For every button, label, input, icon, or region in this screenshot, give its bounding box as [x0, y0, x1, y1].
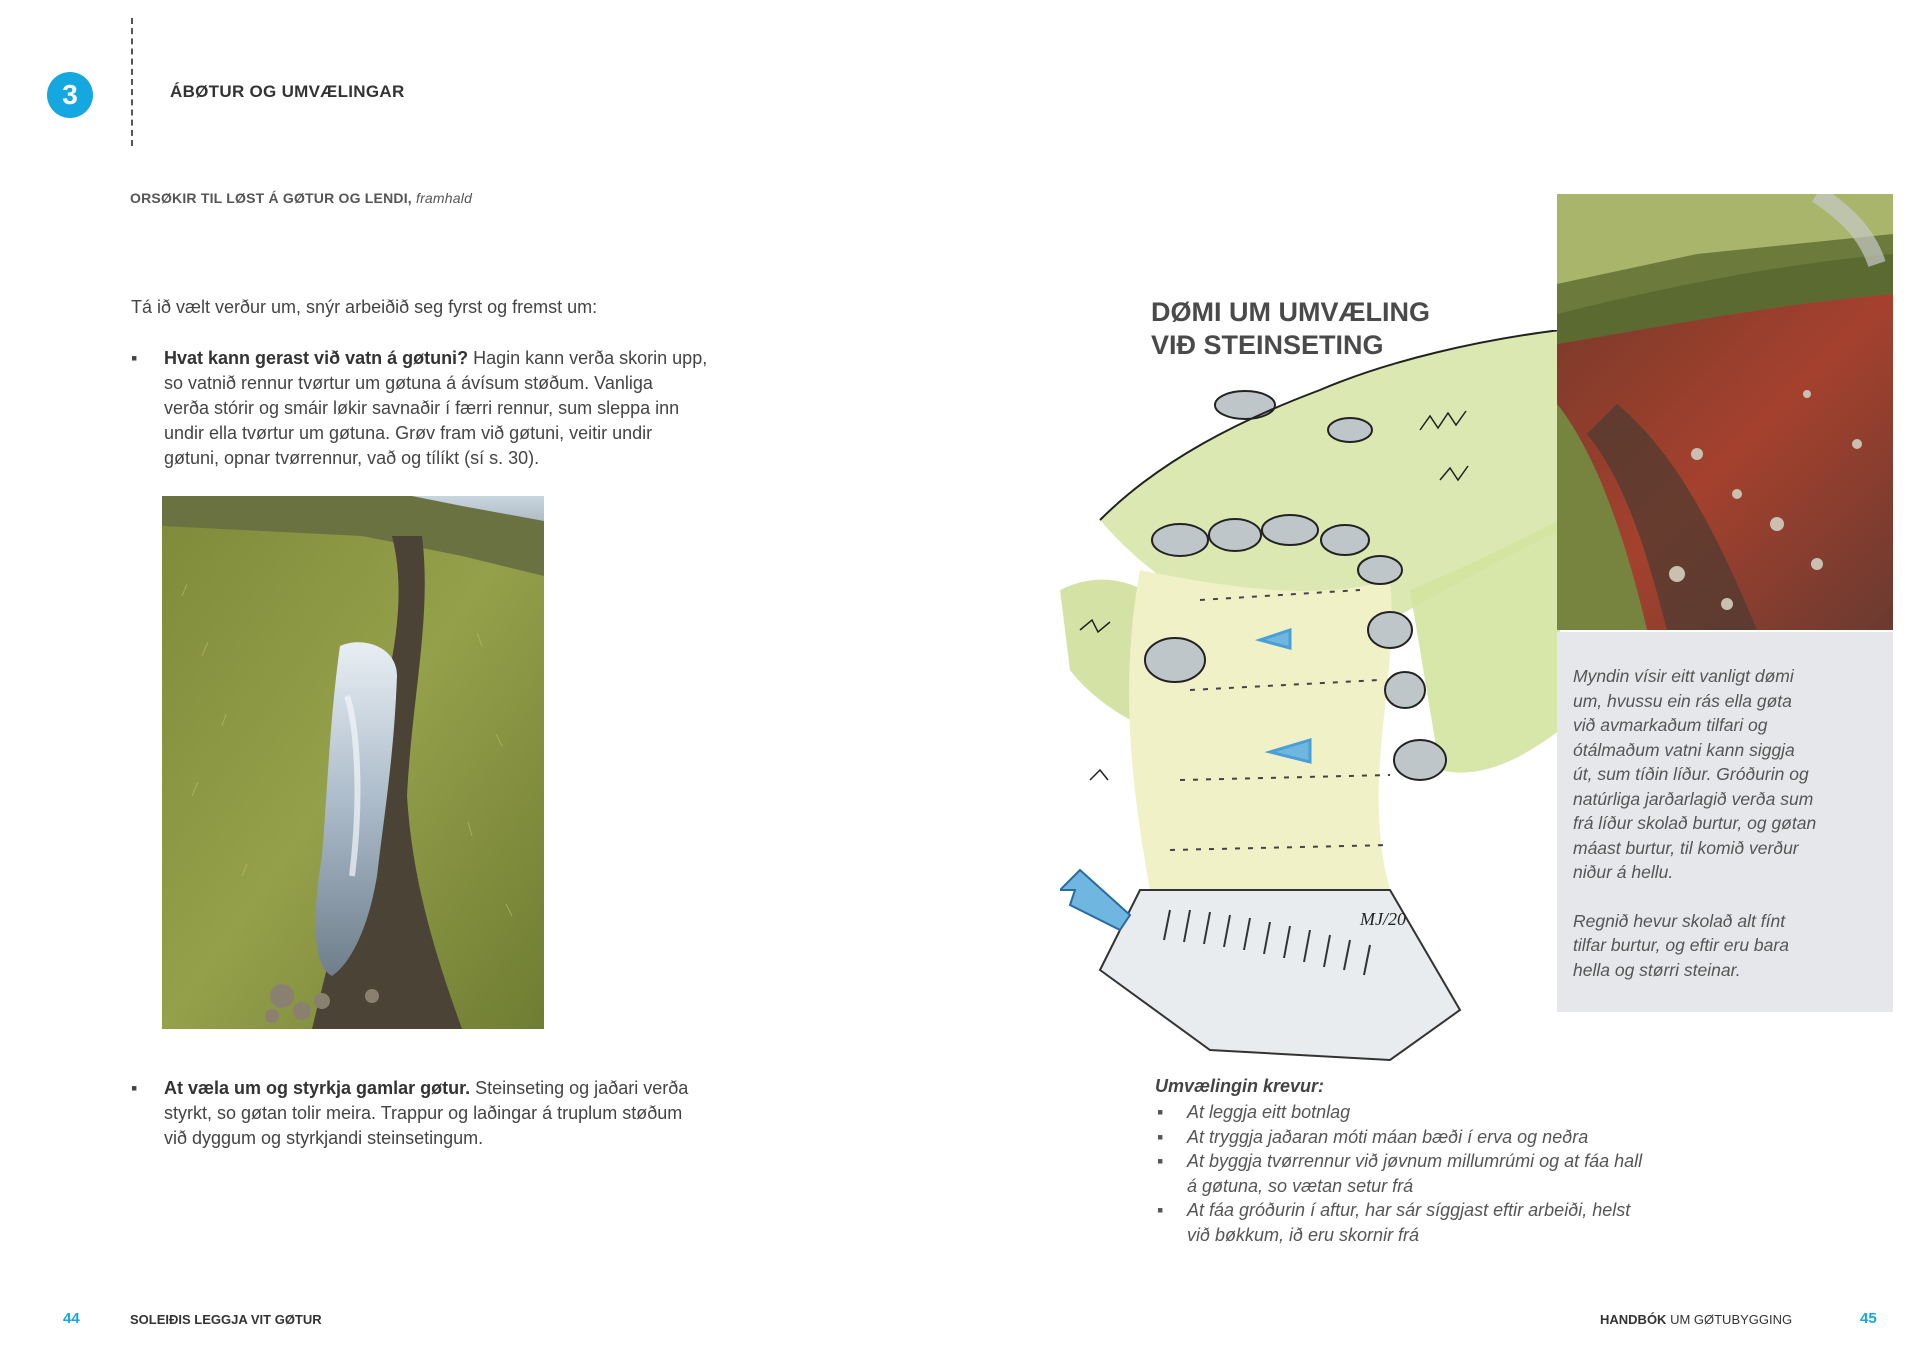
bullet-water-line: so vatnið rennur tvørtur um gøtuna á ávísum støðum. Vanliga	[164, 373, 653, 393]
requirement-line: At byggja tvørrennur við jøvnum millumrúmi og at fáa hall	[1187, 1151, 1643, 1171]
caption-line: við avmarkaðum tilfari og	[1573, 715, 1768, 735]
section-heading	[130, 190, 472, 206]
requirement-item	[1155, 1198, 1755, 1247]
example-title-line: DØMI UM UMVÆLING	[1151, 297, 1430, 327]
chapter-title: ÁBØTUR OG UMVÆLINGAR	[170, 82, 405, 101]
footer-book-title-rest: UM GØTUBYGGING	[1666, 1312, 1793, 1327]
sketch-signature: MJ/20	[1360, 909, 1406, 929]
bullet-water-line: undir ella tvørtur um gøtuna. Grøv fram við gøtuni, veitir undir	[164, 423, 653, 443]
bullet-repair-line: við dyggum og styrkjandi steinsetingum.	[164, 1128, 484, 1148]
muddy-path-photo	[162, 496, 544, 1029]
requirement-item	[1155, 1149, 1755, 1198]
page-number-left: 44	[63, 1310, 80, 1327]
requirement-line: við bøkkum, ið eru skornir frá	[1187, 1224, 1420, 1245]
example-title-line: VIÐ STEINSETING	[1151, 330, 1384, 360]
stone-path-sketch	[1060, 330, 1568, 1075]
requirement-line: At fáa gróðurin í aftur, har sár síggjast eftir arbeiði, helst	[1187, 1200, 1631, 1220]
requirements-title: Umvælingin krevur:	[1155, 1076, 1325, 1096]
header-divider	[131, 18, 133, 146]
footer-book-title-right	[1600, 1312, 1792, 1327]
bullet-water-line: verða stórir og smáir løkir savnaðir í færri rennur, sum sleppa inn	[164, 398, 680, 418]
section-heading-text: ORSØKIR TIL LØST Á GØTUR OG LENDI,	[130, 190, 412, 206]
requirements-list	[1155, 1100, 1755, 1247]
caption-line: Regnið hevur skolað alt fínt	[1573, 910, 1786, 931]
bullet-repair	[131, 1076, 791, 1151]
bullet-repair-line: Steinseting og jaðari verða	[470, 1078, 689, 1098]
requirement-line: At leggja eitt botnlag	[1187, 1102, 1351, 1122]
section-heading-suffix: framhald	[415, 190, 473, 206]
bullet-water-text	[164, 346, 791, 471]
caption-paragraph	[1573, 664, 1878, 885]
caption-line: tilfar burtur, og eftir eru bara	[1573, 935, 1789, 955]
bullet-marker: ▪	[131, 348, 138, 368]
bullet-water-lead: Hvat kann gerast við vatn á gøtuni?	[164, 348, 469, 368]
requirement-line: á gøtuna, so vætan setur frá	[1187, 1175, 1414, 1196]
requirement-line: At tryggja jaðaran móti máan bæði í erva og neðra	[1187, 1126, 1589, 1147]
bullet-marker: ▪	[1157, 1126, 1164, 1147]
bullet-marker: ▪	[1157, 1200, 1164, 1220]
caption-line: frá líður skolað burtur, og gøtan	[1573, 813, 1817, 833]
caption-box	[1557, 632, 1893, 1012]
caption-text	[1573, 664, 1878, 1006]
requirement-item	[1155, 1125, 1755, 1150]
bullet-repair-lead: At væla um og styrkja gamlar gøtur.	[164, 1078, 471, 1098]
bullet-repair-line: styrkt, so gøtan tolir meira. Trappur og laðingar á truplum støðum	[164, 1103, 683, 1123]
footer-book-title-bold: HANDBÓK	[1600, 1312, 1667, 1327]
chapter-number-badge: 3	[47, 72, 93, 118]
bullet-marker: ▪	[1157, 1102, 1164, 1122]
requirement-item	[1155, 1100, 1755, 1125]
caption-line: máast burtur, til komið verður	[1573, 837, 1799, 858]
caption-line: niður á hellu.	[1573, 862, 1674, 882]
caption-line: um, hvussu ein rás ella gøta	[1573, 690, 1792, 711]
bullet-marker: ▪	[131, 1078, 138, 1098]
eroded-trail-photo	[1557, 194, 1893, 630]
caption-line: hella og størri steinar.	[1573, 959, 1741, 980]
caption-line: Myndin vísir eitt vanligt dømi	[1573, 666, 1794, 686]
bullet-repair-text	[164, 1076, 791, 1151]
caption-line: natúrliga jarðarlagið verða sum	[1573, 788, 1814, 809]
page-number-right: 45	[1860, 1310, 1877, 1327]
bullet-water-line: Hagin kann verða skorin upp,	[468, 348, 708, 368]
bullet-water	[131, 346, 791, 471]
caption-line: ótálmaðum vatni kann siggja	[1573, 739, 1795, 760]
caption-line: út, sum tíðin líður. Gróðurin og	[1573, 764, 1809, 784]
footer-book-title-left: SOLEIÐIS LEGGJA VIT GØTUR	[130, 1312, 322, 1327]
bullet-marker: ▪	[1157, 1151, 1164, 1171]
intro-text: Tá ið vælt verður um, snýr arbeiðið seg fyrst og fremst um:	[131, 297, 598, 317]
bullet-water-line: gøtuni, opnar tvørrennur, vað og tílíkt (sí s. 30).	[164, 448, 540, 468]
caption-paragraph	[1573, 909, 1878, 983]
